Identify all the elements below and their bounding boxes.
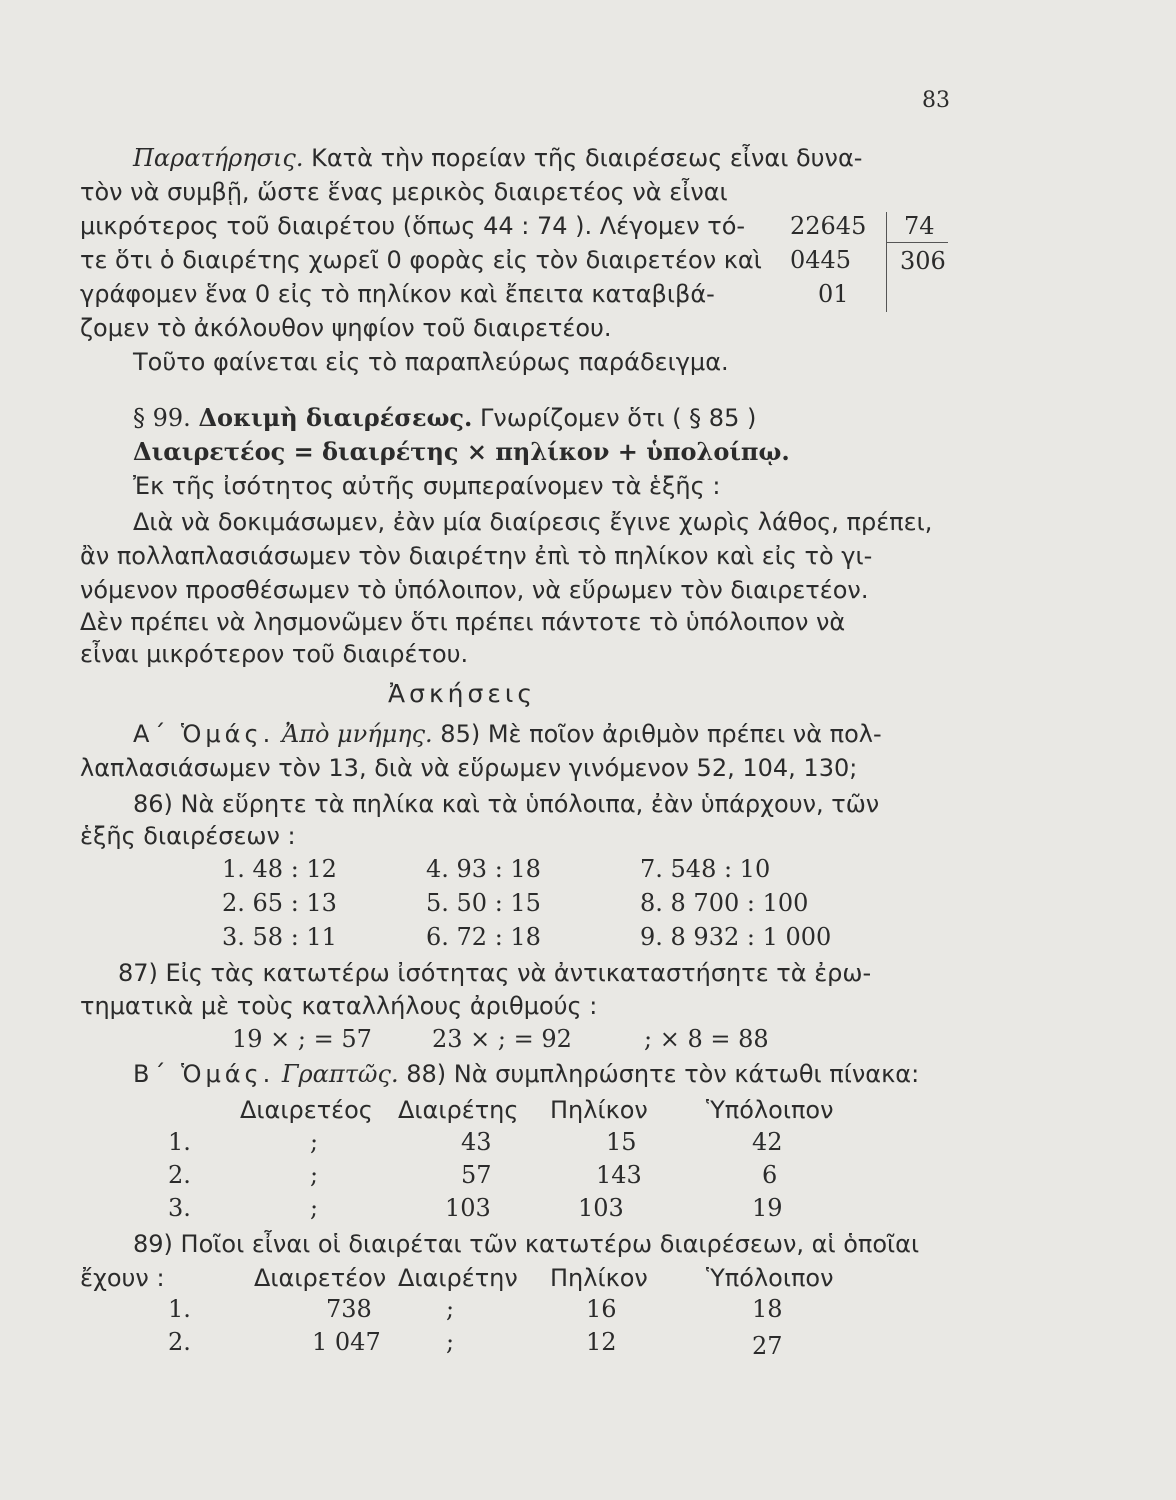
division-divisor: 74 [904,212,935,240]
table-89-header: Διαιρέτην [398,1264,518,1292]
table-88-cell: 15 [606,1128,637,1156]
table-88-cell: 57 [461,1161,492,1189]
section-99-number: § 99. [133,404,191,432]
section-99-line-4: Διὰ νὰ δοκιμάσωμεν, ἐὰν μία διαίρεσις ἔγινε χωρὶς λάθος, πρέπει, [133,508,933,536]
table-89-cell: ; [446,1328,455,1356]
remark-line-3: μικρότερος τοῦ διαιρέτου (ὅπως 44 : 74 ). Λέγομεν τό- [80,212,746,240]
table-89-header: Διαιρετέον [254,1264,387,1292]
table-88-header: Ὑπόλοιπον [706,1096,834,1124]
section-99-line-8: εἶναι μικρότερον τοῦ διαιρέτου. [80,640,469,668]
table-88-cell: 2. [168,1161,191,1189]
group-a-label: Α΄ Ὁμάς. [133,720,275,748]
table-89-header: Ὑπόλοιπον [706,1264,834,1292]
remark-line-2: τὸν νὰ συμβῇ, ὥστε ἕνας μερικὸς διαιρετέος νὰ εἶναι [80,178,728,206]
table-88-header: Διαιρετέος [240,1096,373,1124]
table-88-cell: 19 [752,1194,783,1222]
remark-line-6: ζομεν τὸ ἀκόλουθον ψηφίον τοῦ διαιρετέου. [80,314,612,342]
group-b-label: Β΄ Ὁμάς. [133,1060,275,1088]
table-88-cell: ; [310,1161,319,1189]
table-89-cell: 12 [586,1328,617,1356]
exercises-heading: Ἀσκήσεις [388,679,537,708]
table-88-cell: 6 [762,1161,778,1189]
section-99-intro: Γνωρίζομεν ὅτι ( § 85 ) [480,404,757,432]
section-99-formula: Διαιρετέος = διαιρέτης × πηλίκον + ὑπολοίπῳ. [133,437,790,466]
exercise-85-line-2: λαπλασιάσωμεν τὸν 13, διὰ νὰ εὕρωμεν γινόμενον 52, 104, 130; [80,754,858,782]
division-remainder: 01 [818,280,849,308]
section-99-line-3: Ἐκ τῆς ἰσότητος αὐτῆς συμπεραίνομεν τὰ ἑξῆς : [133,472,721,500]
table-88-cell: 103 [578,1194,624,1222]
group-b-line [133,1058,919,1090]
table-88-cell: 143 [596,1161,642,1189]
table-88-header: Διαιρέτης [398,1096,519,1124]
division-item: 4. 93 : 18 [426,855,541,883]
division-vertical-rule [886,212,887,312]
table-89-cell: ; [446,1295,455,1323]
table-88-cell: ; [310,1194,319,1222]
exercise-87-line-1: 87) Εἰς τὰς κατωτέρω ἰσότητας νὰ ἀντικαταστήσητε τὰ ἐρω- [118,959,872,987]
division-item: 7. 548 : 10 [640,855,771,883]
division-item: 6. 72 : 18 [426,923,541,951]
table-89-cell: 27 [752,1332,783,1360]
division-quotient: 306 [900,247,946,275]
division-item: 1. 48 : 12 [222,855,337,883]
remark-line-4: τε ὅτι ὁ διαιρέτης χωρεῖ 0 φορὰς εἰς τὸν διαιρετέον καὶ [80,246,762,274]
table-88-cell: ; [310,1128,319,1156]
division-horizontal-rule [886,242,948,243]
remark-label: Παρατήρησις. [133,144,304,172]
equation: ; × 8 = 88 [644,1025,769,1053]
section-99-line-6: νόμενον προσθέσωμεν τὸ ὑπόλοιπον, νὰ εὕρωμεν τὸν διαιρετέον. [80,576,869,604]
table-89-cell: 16 [586,1295,617,1323]
remark-line-1 [133,142,862,174]
table-88-cell: 43 [461,1128,492,1156]
group-a-subtitle: Ἀπὸ μνήμης. [281,720,433,748]
table-88-header: Πηλίκον [550,1096,648,1124]
exercise-88-text: 88) Νὰ συμπληρώσητε τὸν κάτωθι πίνακα: [406,1060,920,1088]
division-item: 2. 65 : 13 [222,889,337,917]
exercise-85-line-1: 85) Μὲ ποῖον ἀριθμὸν πρέπει νὰ πολ- [440,720,882,748]
table-89-cell: 2. [168,1328,191,1356]
division-dividend: 22645 [790,212,867,240]
group-b-subtitle: Γραπτῶς. [281,1060,399,1088]
page-number: 83 [922,88,950,113]
division-item: 9. 8 932 : 1 000 [640,923,832,951]
division-item: 3. 58 : 11 [222,923,337,951]
equation: 23 × ; = 92 [432,1025,572,1053]
remark-line-5: γράφομεν ἕνα 0 εἰς τὸ πηλίκον καὶ ἔπειτα καταβιβά- [80,280,715,308]
exercise-87-line-2: τηματικὰ μὲ τοὺς καταλλήλους ἀριθμούς : [80,992,598,1020]
table-88-cell: 3. [168,1194,191,1222]
table-89-cell: 738 [326,1295,372,1323]
section-99-line-7: Δὲν πρέπει νὰ λησμονῶμεν ὅτι πρέπει πάντοτε τὸ ὑπόλοιπον νὰ [80,608,846,636]
exercise-86-line-2: ἑξῆς διαιρέσεων : [80,822,296,850]
section-99-line-5: ἂν πολλαπλασιάσωμεν τὸν διαιρέτην ἐπὶ τὸ πηλίκον καὶ εἰς τὸ γι- [80,542,873,570]
table-89-lead: ἔχουν : [80,1264,165,1292]
division-item: 8. 8 700 : 100 [640,889,809,917]
exercise-86-line-1: 86) Νὰ εὕρητε τὰ πηλίκα καὶ τὰ ὑπόλοιπα, ἐὰν ὑπάρχουν, τῶν [133,790,880,818]
division-item: 5. 50 : 15 [426,889,541,917]
table-89-cell: 1 047 [312,1328,381,1356]
table-88-cell: 1. [168,1128,191,1156]
table-89-header: Πηλίκον [550,1264,648,1292]
group-a-line [133,718,882,750]
table-88-cell: 42 [752,1128,783,1156]
remark-line-7: Τοῦτο φαίνεται εἰς τὸ παραπλεύρως παράδειγμα. [133,348,729,376]
division-step: 0445 [790,246,852,274]
remark-text: Κατὰ τὴν πορείαν τῆς διαιρέσεως εἶναι δυνα- [311,144,863,172]
table-89-cell: 18 [752,1295,783,1323]
section-99-title: Δοκιμὴ διαιρέσεως. [198,403,473,432]
equation: 19 × ; = 57 [232,1025,372,1053]
exercise-89-line-1: 89) Ποῖοι εἶναι οἱ διαιρέται τῶν κατωτέρω διαιρέσεων, αἱ ὁποῖαι [133,1230,920,1258]
table-89-cell: 1. [168,1295,191,1323]
section-99-heading [133,402,756,434]
table-88-cell: 103 [445,1194,491,1222]
